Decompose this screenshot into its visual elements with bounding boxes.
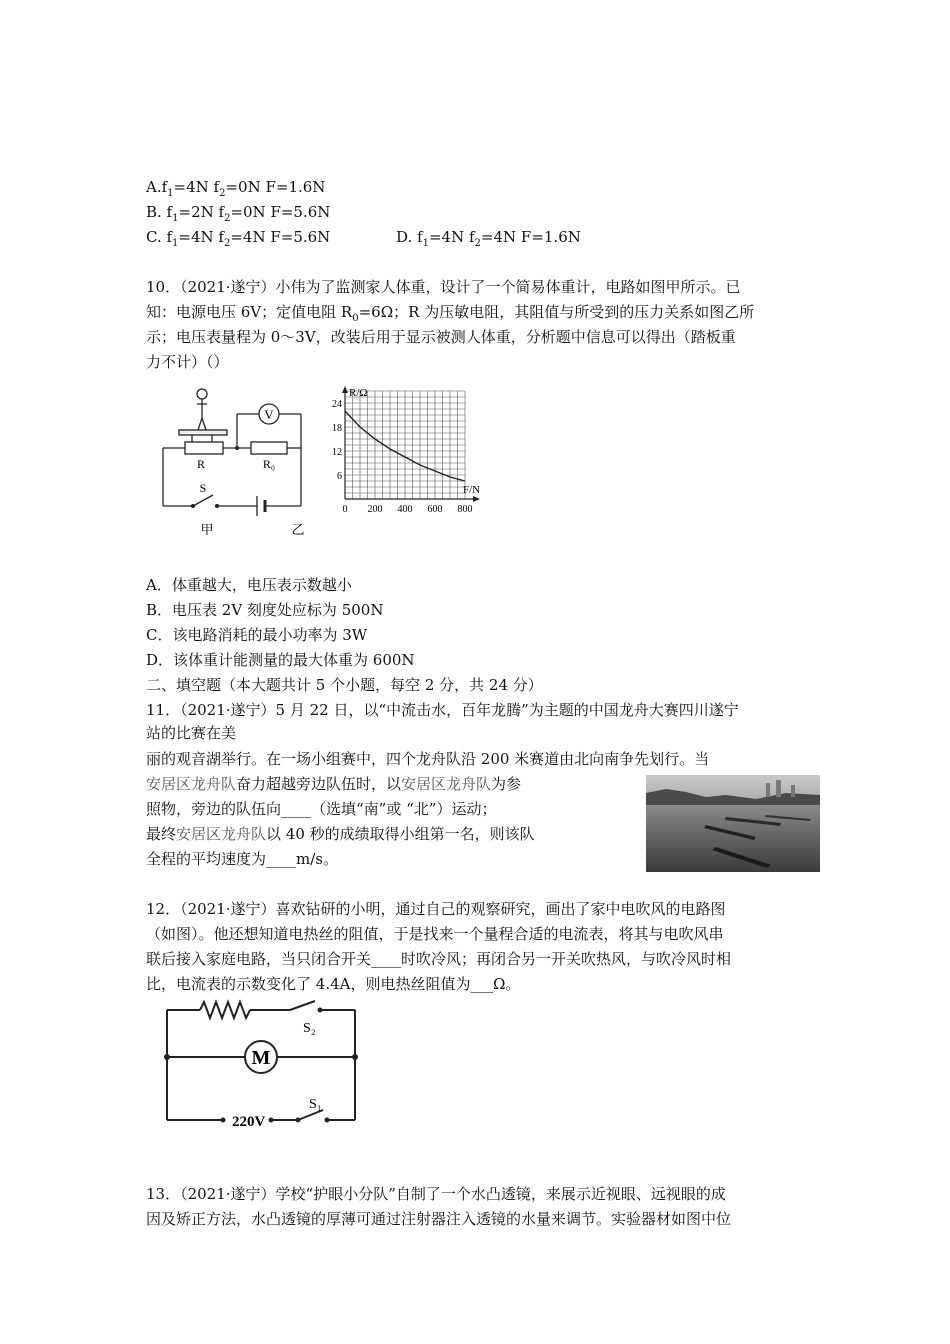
x-tick-label: 0 xyxy=(342,504,348,515)
q11-line6: 最终安居区龙舟队以 40 秒的成绩取得小组第一名，则该队 xyxy=(146,825,535,843)
q13-line2: 因及矫正方法，水凸透镜的厚薄可通过注射器注入透镜的水量来调节。实验器材如图中位 xyxy=(146,1210,732,1228)
chart-grid xyxy=(345,391,465,499)
y-tick-label: 24 xyxy=(332,399,342,410)
y-tick-label: 12 xyxy=(332,447,342,458)
chart-ylabel: R/Ω xyxy=(349,387,368,399)
q10-option-b: B．电压表 2V 刻度处应标为 500N xyxy=(146,601,384,619)
y-tick-label: 18 xyxy=(332,423,342,434)
x-tick-label: 200 xyxy=(367,504,383,515)
q10-line2: 知：电源电压 6V；定值电阻 $R_0=6\Omega$；R 为压敏电阻，其阻值与所受到的压力关系如图乙所 xyxy=(146,303,755,324)
q12-line3: 联后接入家庭电路，当只闭合开关____时吹冷风；再闭合另一开关吹热风，与吹冷风时相 xyxy=(146,950,732,968)
switch-s2-label: S₂ xyxy=(303,1021,316,1036)
chart-axes xyxy=(345,390,475,499)
voltage-label: 220V xyxy=(232,1114,266,1130)
y-tick-label: 6 xyxy=(337,471,342,482)
q9-option-c: C. $f_1=4N$ $f_2=4N$ F=5.6N xyxy=(146,228,331,249)
q12-line2: （如图）。他还想知道电热丝的阻值，于是找来一个量程合适的电流表，将其与电吹风串 xyxy=(146,925,724,943)
x-tick-label: 400 xyxy=(397,504,413,515)
q11-line7: 全程的平均速度为____m/s。 xyxy=(146,850,338,868)
q11-line5: 照物，旁边的队伍向____（选填“南”或 “北”）运动； xyxy=(146,800,497,818)
q9-option-a: $A.f_1=4N$ $f_2=0N$ F=1.6N xyxy=(146,178,326,199)
label-R0: R₀ xyxy=(262,457,276,471)
q13-line1: 13．（2021·遂宁）学校“护眼小分队”自制了一个水凸透镜，来展示近视眼、远视眼的成 xyxy=(146,1185,726,1203)
q11-line3: 丽的观音湖举行。在一场小组赛中，四个龙舟队沿 200 米赛道由北向南争先划行。当 xyxy=(146,750,710,768)
voltmeter-label: V xyxy=(264,407,274,422)
section2-title: 二、填空题（本大题共计 5 个小题，每空 2 分，共 24 分） xyxy=(146,676,543,694)
q10-option-d: D．该体重计能测量的最大体重为 600N xyxy=(146,651,415,669)
x-tick-label: 800 xyxy=(457,504,473,515)
graph-yi xyxy=(325,382,495,527)
hair-dryer-circuit xyxy=(155,998,370,1138)
chart-xlabel: F/N xyxy=(463,484,481,496)
label-S: S xyxy=(199,481,207,495)
q9-option-b: B. $f_1=2N$ $f_2=0N$ F=5.6N xyxy=(146,203,331,224)
q11-line2: 站的比赛在美 xyxy=(146,724,237,742)
q11-line4: 安居区龙舟队奋力超越旁边队伍时，以安居区龙舟队为参 xyxy=(146,775,522,793)
q12-line1: 12．（2021·遂宁）喜欢钻研的小明，通过自己的观察研究，画出了家中电吹风的电路图 xyxy=(146,900,726,918)
caption-yi: 乙 xyxy=(291,522,305,537)
q10-option-c: C．该电路消耗的最小功率为 3W xyxy=(146,626,368,644)
q10-option-a: A．体重越大，电压表示数越小 xyxy=(146,576,352,594)
switch-s1-label: S₁ xyxy=(309,1097,322,1112)
q12-line4: 比，电流表的示数变化了 4.4A，则电热丝阻值为___Ω。 xyxy=(146,975,521,993)
dragon-boat-photo xyxy=(646,775,820,872)
q9-option-d: D. $f_1=4N$ $f_2=4N$ F=1.6N xyxy=(396,228,581,249)
x-tick-label: 600 xyxy=(427,504,443,515)
q11-line1: 11．（2021·遂宁）5 月 22 日，以“中流击水，百年龙腾”为主题的中国龙舟大赛四川遂宁 xyxy=(146,701,739,719)
motor-label: M xyxy=(251,1047,271,1069)
circuit-figure-jia xyxy=(155,382,325,542)
q10-line1: 10．（2021·遂宁）小伟为了监测家人体重，设计了一个简易体重计，电路如图甲所示。已 xyxy=(146,278,741,296)
label-R: R xyxy=(196,457,206,471)
q10-line3: 示；电压表量程为 0～3V，改装后用于显示被测人体重，分析题中信息可以得出（踏板重 xyxy=(146,328,736,346)
caption-jia: 甲 xyxy=(200,522,214,537)
q10-line4: 力不计）（） xyxy=(146,353,229,371)
